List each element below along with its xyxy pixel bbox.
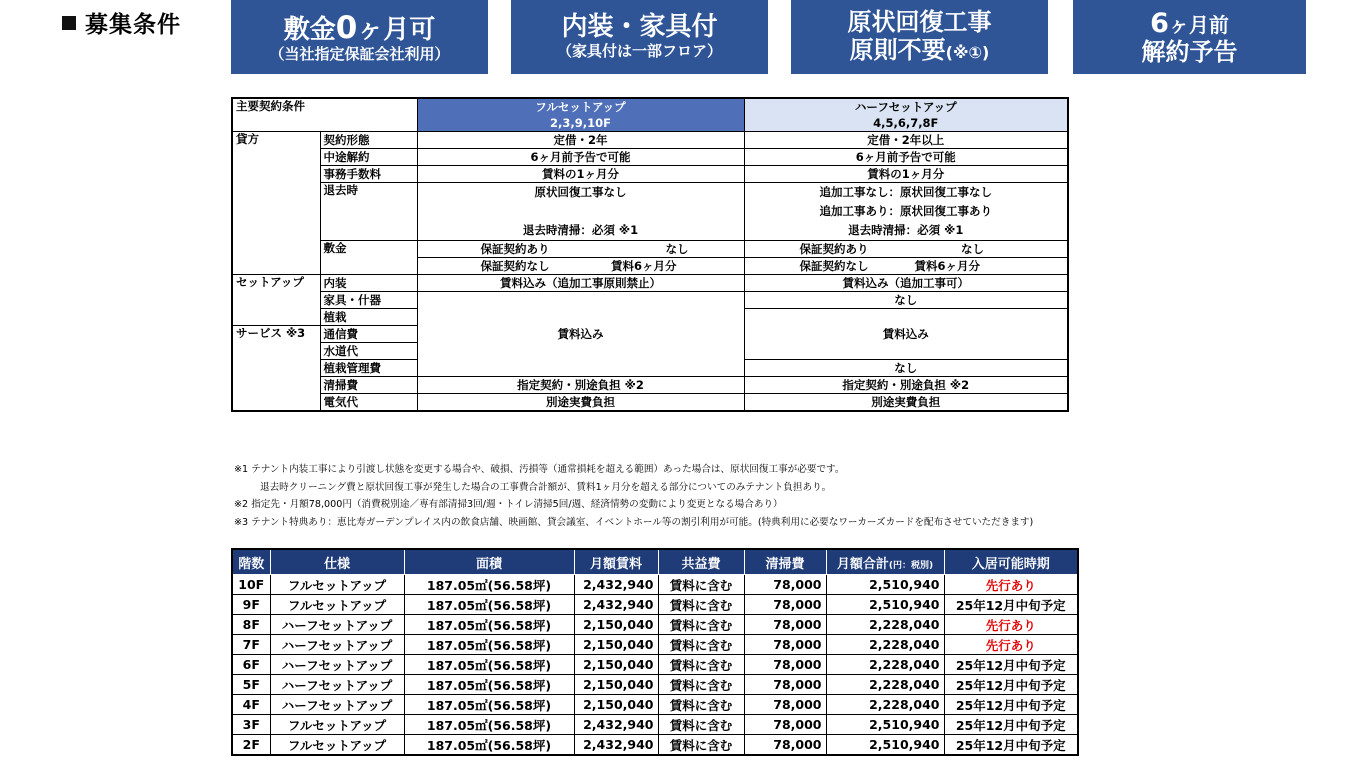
table-cell: 保証契約あり なし — [744, 241, 1068, 258]
area-cell: 187.05㎡(56.58坪) — [404, 675, 574, 695]
cleaning-fee-cell: 78,000 — [744, 675, 826, 695]
row-label: 事務手数料 — [320, 166, 417, 183]
total-cell: 2,510,940 — [826, 595, 944, 615]
table-cell: 原状回復工事なし 退去時清掃：必須 ※1 — [417, 183, 744, 241]
move-in-cell: 先行あり — [944, 635, 1078, 655]
included-half-cell: 賃料込み — [744, 309, 1068, 360]
col-header-total: 月額合計(円：税別) — [826, 549, 944, 575]
table-cell: 6ヶ月前予告で可能 — [744, 149, 1068, 166]
banner-interior: 内装・家具付 （家具付は一部フロア） — [511, 0, 768, 74]
col-header-move-in: 入居可能時期 — [944, 549, 1078, 575]
row-label: 契約形態 — [320, 132, 417, 149]
move-in-cell: 先行あり — [944, 575, 1078, 595]
common-fee-cell: 賃料に含む — [658, 655, 744, 675]
rent-cell: 2,150,040 — [574, 635, 658, 655]
footnotes — [234, 461, 1033, 531]
col-header-area: 面積 — [404, 549, 574, 575]
table-cell: 追加工事なし：原状回復工事なし 追加工事あり：原状回復工事あり 退去時清掃：必須 ※1 — [744, 183, 1068, 241]
row-label: 家具・什器 — [320, 292, 417, 309]
col-header-rent: 月額賃料 — [574, 549, 658, 575]
table-cell: 定借・2年 — [417, 132, 744, 149]
table-row — [232, 575, 1078, 595]
category-service: サービス ※3 — [232, 326, 320, 412]
rent-cell: 2,150,040 — [574, 675, 658, 695]
area-cell: 187.05㎡(56.58坪) — [404, 695, 574, 715]
area-cell: 187.05㎡(56.58坪) — [404, 595, 574, 615]
spec-cell: フルセットアップ — [270, 595, 404, 615]
total-cell: 2,228,040 — [826, 615, 944, 635]
table-row — [232, 655, 1078, 675]
move-in-cell: 25年12月中旬予定 — [944, 695, 1078, 715]
rent-cell: 2,150,040 — [574, 655, 658, 675]
total-cell: 2,228,040 — [826, 675, 944, 695]
rent-cell: 2,150,040 — [574, 695, 658, 715]
floor-cell: 5F — [232, 675, 270, 695]
common-fee-cell: 賃料に含む — [658, 675, 744, 695]
rent-cell: 2,432,940 — [574, 595, 658, 615]
row-label: 中途解約 — [320, 149, 417, 166]
table-cell: なし — [744, 292, 1068, 309]
table-row — [232, 595, 1078, 615]
table-cell: 別途実費負担 — [417, 394, 744, 412]
col-header-common: 共益費 — [658, 549, 744, 575]
col-header-floor: 階数 — [232, 549, 270, 575]
table-row — [232, 635, 1078, 655]
spec-cell: ハーフセットアップ — [270, 635, 404, 655]
cleaning-fee-cell: 78,000 — [744, 655, 826, 675]
rent-cell: 2,432,940 — [574, 575, 658, 595]
footnote-1: ※1 テナント内装工事により引渡し状態を変更する場合や、破損、汚損等（通常損耗を超える範囲）あった場合は、原状回復工事が必要です。 — [234, 464, 845, 475]
floor-cell: 3F — [232, 715, 270, 735]
footnote-2: ※2 指定先・月額78,000円（消費税別途／専有部清掃3回/週・トイレ清掃5回/週、経済情勢の変動により変更となる場合あり） — [234, 499, 783, 510]
banner-notice: 6ヶ月前 解約予告 — [1073, 0, 1306, 74]
common-fee-cell: 賃料に含む — [658, 615, 744, 635]
square-bullet-icon — [62, 16, 76, 30]
common-fee-cell: 賃料に含む — [658, 635, 744, 655]
floor-cell: 4F — [232, 695, 270, 715]
row-label: 内装 — [320, 275, 417, 292]
cleaning-fee-cell: 78,000 — [744, 715, 826, 735]
table-cell: 別途実費負担 — [744, 394, 1068, 412]
floor-cell: 8F — [232, 615, 270, 635]
table-row — [232, 695, 1078, 715]
total-cell: 2,228,040 — [826, 635, 944, 655]
table-cell: 賃料込み（追加工事可） — [744, 275, 1068, 292]
cleaning-fee-cell: 78,000 — [744, 575, 826, 595]
area-cell: 187.05㎡(56.58坪) — [404, 735, 574, 756]
spec-cell: ハーフセットアップ — [270, 655, 404, 675]
total-cell: 2,228,040 — [826, 655, 944, 675]
table-cell: 賃料の1ヶ月分 — [744, 166, 1068, 183]
spec-cell: ハーフセットアップ — [270, 675, 404, 695]
table-cell: 指定契約・別途負担 ※2 — [744, 377, 1068, 394]
row-label: 電気代 — [320, 394, 417, 412]
table-cell: 賃料込み（追加工事原則禁止） — [417, 275, 744, 292]
rent-cell: 2,150,040 — [574, 615, 658, 635]
table-cell: 保証契約なし 賃料6ヶ月分 — [744, 258, 1068, 275]
move-in-cell: 25年12月中旬予定 — [944, 715, 1078, 735]
total-cell: 2,510,940 — [826, 575, 944, 595]
table-cell: 保証契約あり なし — [417, 241, 744, 258]
rent-cell: 2,432,940 — [574, 735, 658, 756]
table-row — [232, 675, 1078, 695]
contract-terms-table — [231, 97, 1069, 412]
floor-cell: 2F — [232, 735, 270, 756]
spec-cell: フルセットアップ — [270, 715, 404, 735]
common-fee-cell: 賃料に含む — [658, 595, 744, 615]
total-cell: 2,228,040 — [826, 695, 944, 715]
table-row — [232, 735, 1078, 756]
row-label: 植栽 — [320, 309, 417, 326]
included-full-cell: 賃料込み — [417, 292, 744, 377]
floor-cell: 6F — [232, 655, 270, 675]
total-cell: 2,510,940 — [826, 735, 944, 756]
cleaning-fee-cell: 78,000 — [744, 615, 826, 635]
move-in-cell: 25年12月中旬予定 — [944, 655, 1078, 675]
area-cell: 187.05㎡(56.58坪) — [404, 615, 574, 635]
table-cell: 賃料の1ヶ月分 — [417, 166, 744, 183]
area-cell: 187.05㎡(56.58坪) — [404, 575, 574, 595]
floor-cell: 10F — [232, 575, 270, 595]
spec-cell: フルセットアップ — [270, 575, 404, 595]
table-row — [232, 715, 1078, 735]
common-fee-cell: 賃料に含む — [658, 715, 744, 735]
spec-cell: ハーフセットアップ — [270, 615, 404, 635]
row-label: 敷金 — [320, 241, 417, 275]
table-cell: 定借・2年以上 — [744, 132, 1068, 149]
spec-cell: ハーフセットアップ — [270, 695, 404, 715]
common-fee-cell: 賃料に含む — [658, 695, 744, 715]
table-cell: 指定契約・別途負担 ※2 — [417, 377, 744, 394]
cleaning-fee-cell: 78,000 — [744, 635, 826, 655]
table-cell: 6ヶ月前予告で可能 — [417, 149, 744, 166]
common-fee-cell: 賃料に含む — [658, 735, 744, 756]
half-setup-header: ハーフセットアップ 4,5,6,7,8F — [744, 98, 1068, 132]
total-cell: 2,510,940 — [826, 715, 944, 735]
banner-restoration: 原状回復工事 原則不要(※①) — [791, 0, 1048, 74]
row-label: 清掃費 — [320, 377, 417, 394]
move-in-cell: 25年12月中旬予定 — [944, 675, 1078, 695]
col-header-spec: 仕様 — [270, 549, 404, 575]
floor-cell: 9F — [232, 595, 270, 615]
row-label: 水道代 — [320, 343, 417, 360]
area-cell: 187.05㎡(56.58坪) — [404, 635, 574, 655]
table-cell: 保証契約なし 賃料6ヶ月分 — [417, 258, 744, 275]
category-lender: 貸方 — [232, 132, 320, 275]
rent-cell: 2,432,940 — [574, 715, 658, 735]
table-cell: なし — [744, 360, 1068, 377]
row-label: 退去時 — [320, 183, 417, 241]
table-row — [232, 615, 1078, 635]
footnote-3: ※3 テナント特典あり：恵比寿ガーデンプレイス内の飲食店舗、映画館、貸会議室、イベントホール等の割引利用が可能。(特典利用に必要なワーカーズカードを配布させていただきます) — [234, 516, 1034, 528]
floor-cell: 7F — [232, 635, 270, 655]
cleaning-fee-cell: 78,000 — [744, 735, 826, 756]
area-cell: 187.05㎡(56.58坪) — [404, 655, 574, 675]
area-cell: 187.05㎡(56.58坪) — [404, 715, 574, 735]
move-in-cell: 25年12月中旬予定 — [944, 595, 1078, 615]
availability-table — [231, 548, 1079, 756]
section-heading: 募集条件 — [62, 6, 181, 39]
spec-cell: フルセットアップ — [270, 735, 404, 756]
footnote-1-cont: 退去時クリーニング費と原状回復工事が発生した場合の工事費合計額が、賃料1ヶ月分を超える部分についてのみテナント負担あり。 — [260, 481, 832, 493]
cleaning-fee-cell: 78,000 — [744, 695, 826, 715]
banner-deposit: 敷金0ヶ月可 （当社指定保証会社利用） — [231, 0, 488, 74]
category-setup: セットアップ — [232, 275, 320, 326]
full-setup-header: フルセットアップ 2,3,9,10F — [417, 98, 744, 132]
row-label: 植栽管理費 — [320, 360, 417, 377]
col-header-cleaning: 清掃費 — [744, 549, 826, 575]
cleaning-fee-cell: 78,000 — [744, 595, 826, 615]
move-in-cell: 先行あり — [944, 615, 1078, 635]
row-label: 通信費 — [320, 326, 417, 343]
common-fee-cell: 賃料に含む — [658, 575, 744, 595]
terms-header-label: 主要契約条件 — [232, 98, 417, 132]
move-in-cell: 25年12月中旬予定 — [944, 735, 1078, 756]
